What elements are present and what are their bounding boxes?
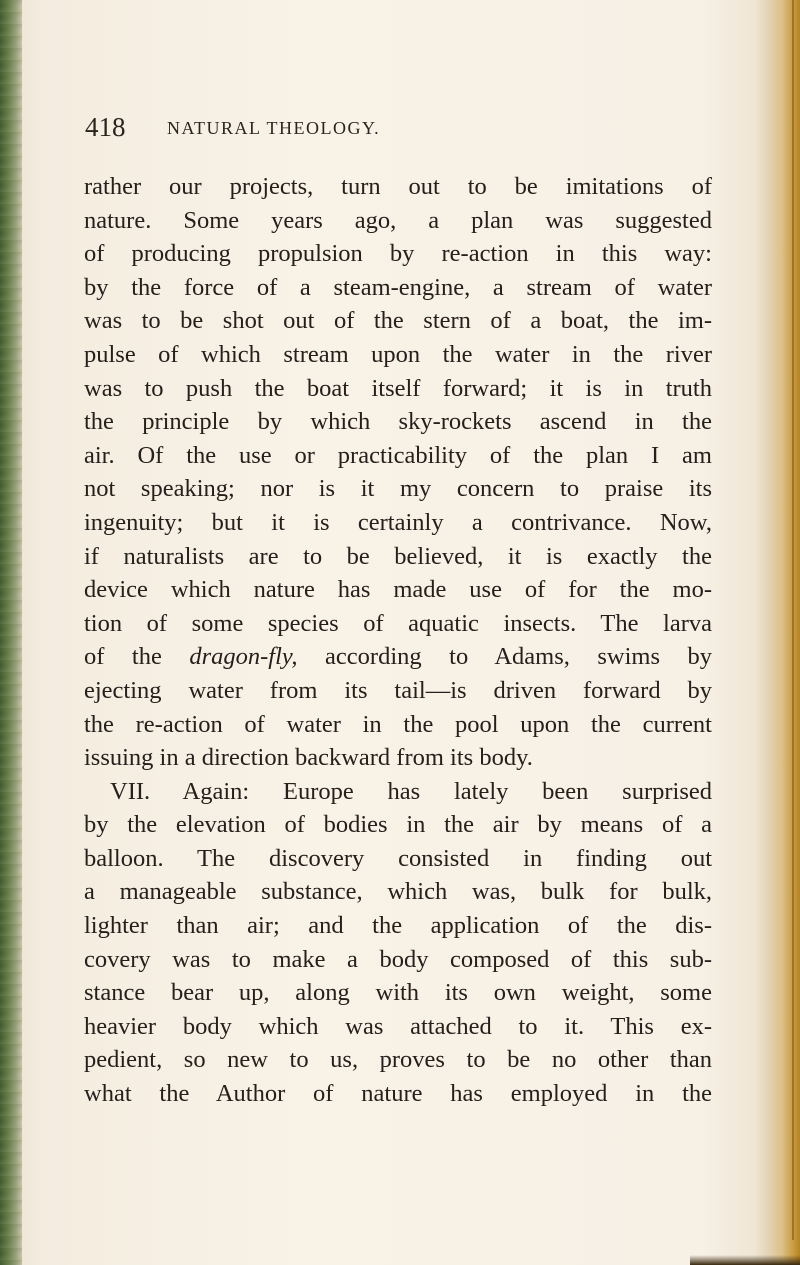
text-line-with-italic [84,640,712,674]
text-line: covery was to make a body composed of this sub- [84,945,712,973]
text-line: ejecting water from its tail—is driven forward by [84,676,712,704]
text-line: nature. Some years ago, a plan was suggested [84,206,712,234]
text-line: if naturalists are to be believed, it is exactly the [84,542,712,570]
text-segment: of the [84,643,190,671]
text-line: device which nature has made use of for the mo- [84,576,712,604]
running-head: NATURAL THEOLOGY. [167,118,381,138]
text-line: by the force of a steam-engine, a stream of water [84,273,712,301]
text-line: tion of some species of aquatic insects. The larva [84,609,712,637]
text-line: stance bear up, along with its own weight, some [84,979,712,1007]
text-line: was to be shot out of the stern of a boat, the im- [84,307,712,335]
text-line: pulse of which stream upon the water in the river [84,340,712,368]
page-header [85,112,725,146]
page-number: 418 [85,112,126,142]
text-segment: according to Adams, swims by [297,643,713,671]
binding-edge-left [0,0,22,1265]
text-line: ingenuity; but it is certainly a contrivance. Now, [84,508,712,536]
page-corner-shadow [690,1255,800,1265]
text-line: lighter than air; and the application of the dis- [84,912,712,940]
text-line: rather our projects, turn out to be imitations of [84,173,712,200]
text-line: issuing in a direction backward from its body. [84,744,533,772]
text-line: a manageable substance, which was, bulk for bulk, [84,878,712,906]
italic-term: dragon-fly, [189,643,298,671]
text-line: not speaking; nor is it my concern to praise its [84,475,712,503]
text-line: was to push the boat itself forward; it is in truth [84,374,712,402]
text-line: air. Of the use or practicability of the plan I am [84,441,712,469]
body-text [84,170,712,1111]
text-line: of producing propulsion by re-action in this way: [84,240,712,268]
text-line: heavier body which was attached to it. This ex- [84,1012,712,1040]
text-line: by the elevation of bodies in the air by means of a [84,811,712,839]
text-line: what the Author of nature has employed in the [84,1080,712,1108]
binding-edge-line [792,0,794,1240]
text-line: pedient, so new to us, proves to be no other than [84,1046,712,1074]
text-line: the re-action of water in the pool upon the current [84,710,712,738]
text-line: balloon. The discovery consisted in finding out [84,844,712,872]
section-line: VII. Again: Europe has lately been surprised [110,777,712,805]
text-line: the principle by which sky-rockets ascend in the [84,408,712,436]
